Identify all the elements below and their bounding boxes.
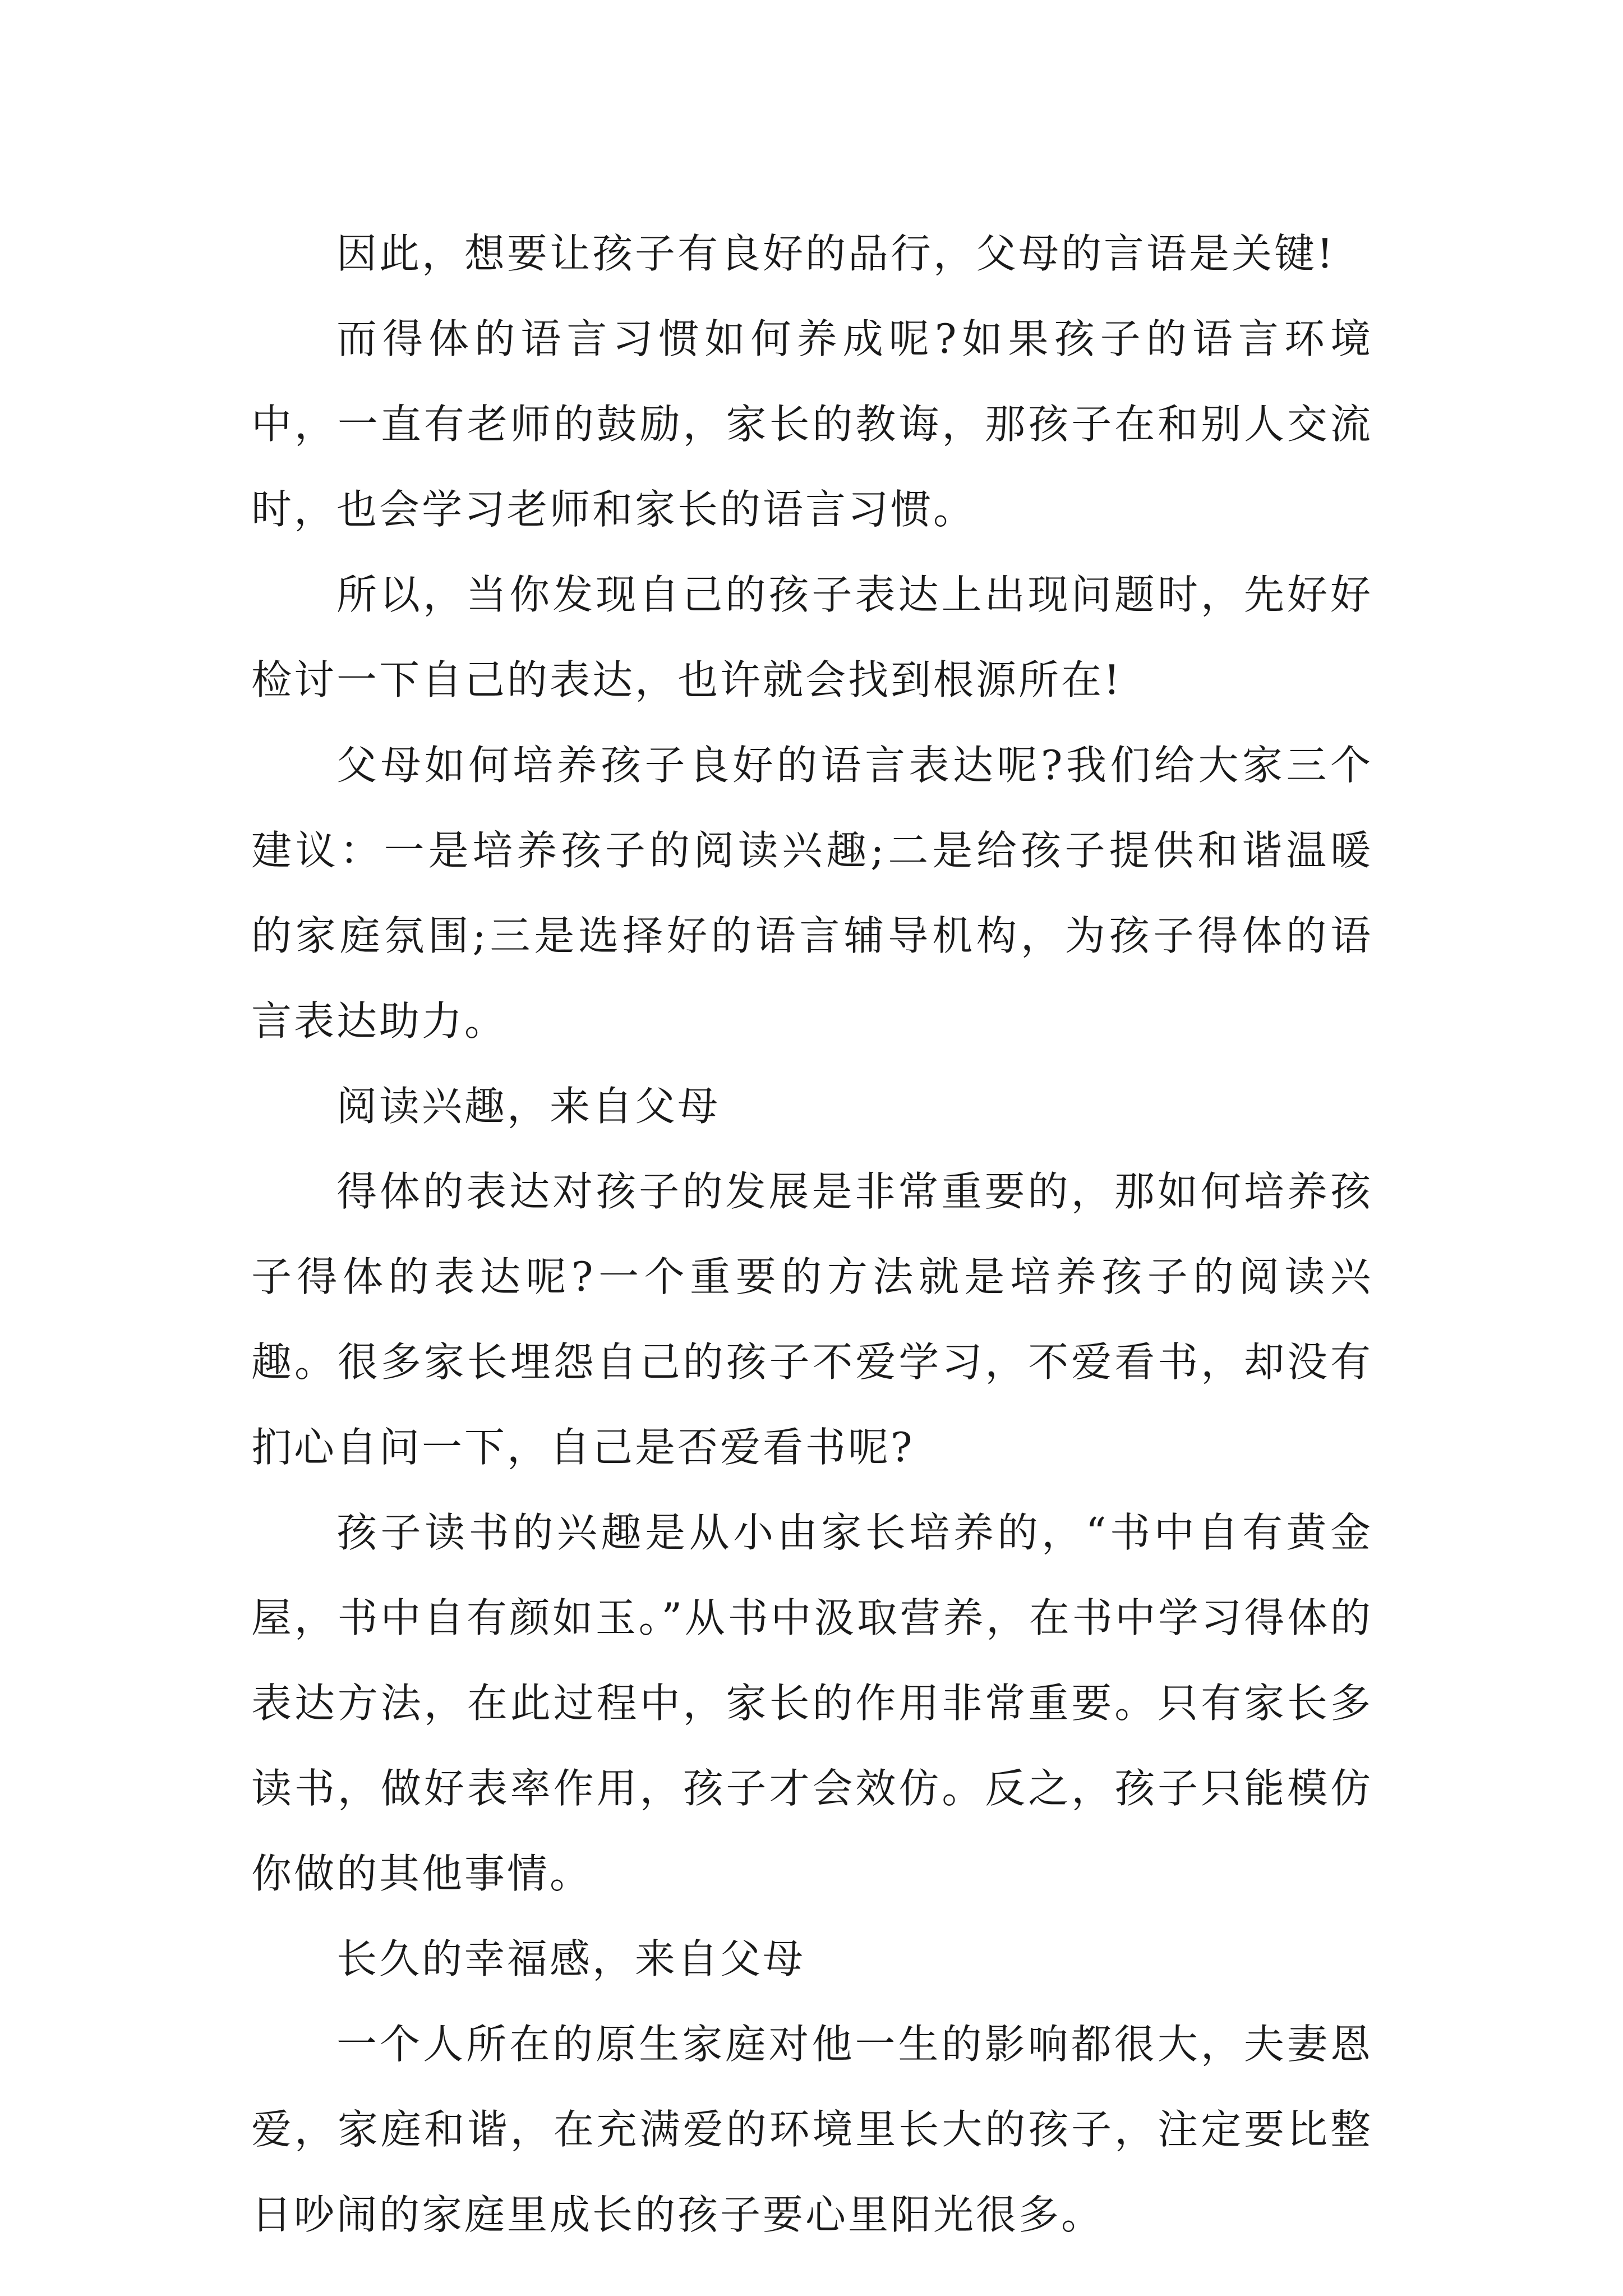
- paragraph-2: 而得体的语言习惯如何养成呢?如果孩子的语言环境中，一直有老师的鼓励，家长的教诲，那孩子在和别人交流时，也会学习老师和家长的语言习惯。: [251, 315, 1373, 533]
- paragraph-7: 一个人所在的原生家庭对他一生的影响都很大，夫妻恩爱，家庭和谐，在充满爱的环境里长大的孩子，注定要比整日吵闹的家庭里成长的孩子要心里阳光很多。: [251, 2021, 1373, 2238]
- paragraph-3: 所以，当你发现自己的孩子表达上出现问题时，先好好检讨一下自己的表达，也许就会找到根源所在!: [251, 571, 1373, 703]
- section-heading-reading: 阅读兴趣，来自父母: [336, 1083, 721, 1130]
- section-heading-happiness: 长久的幸福感，来自父母: [336, 1935, 806, 1982]
- paragraph-6: 孩子读书的兴趣是从小由家长培养的，“书中自有黄金屋，书中自有颜如玉。”从书中汲取营养，在书中学习得体的表达方法，在此过程中，家长的作用非常重要。只有家长多读书，做好表率作用，孩子才会效仿。反之，孩子只能模仿你做的其他事情。: [251, 1509, 1373, 1897]
- paragraph-1: 因此，想要让孩子有良好的品行，父母的言语是关键!: [336, 230, 1335, 277]
- paragraph-4: 父母如何培养孩子良好的语言表达呢?我们给大家三个建议：一是培养孩子的阅读兴趣;二是给孩子提供和谐温暖的家庭氛围;三是选择好的语言辅导机构，为孩子得体的语言表达助力。: [251, 742, 1373, 1045]
- document-body: [251, 211, 1373, 2257]
- paragraph-5: 得体的表达对孩子的发展是非常重要的，那如何培养孩子得体的表达呢?一个重要的方法就是培养孩子的阅读兴趣。很多家长埋怨自己的孩子不爱学习，不爱看书，却没有扪心自问一下，自己是否爱看书呢?: [251, 1168, 1373, 1471]
